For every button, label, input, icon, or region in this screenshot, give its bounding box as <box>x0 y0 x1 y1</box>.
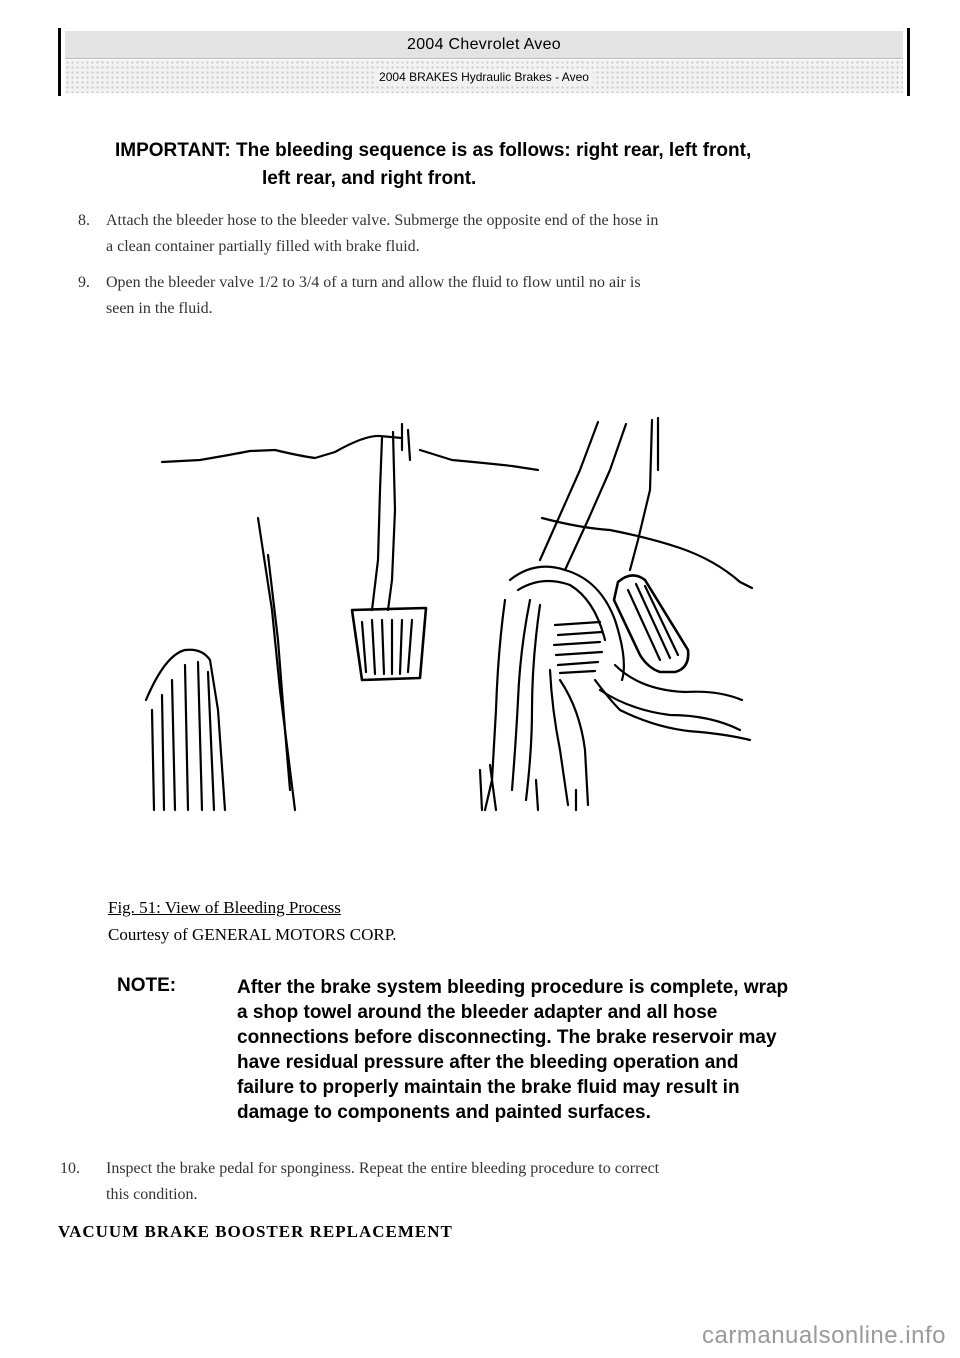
note-line: After the brake system bleeding procedure is complete, wrap <box>237 977 789 998</box>
note-line: connections before disconnecting. The brake reservoir may <box>237 1027 777 1048</box>
step-line: Inspect the brake pedal for sponginess. Repeat the entire bleeding procedure to correct <box>106 1160 660 1177</box>
accelerator-pedal-pad <box>614 575 688 672</box>
important-notice <box>115 137 895 193</box>
step-line: a clean container partially filled with brake fluid. <box>106 238 420 255</box>
step-number: 8. <box>78 212 90 229</box>
document-subtitle <box>65 60 903 93</box>
note-line: have residual pressure after the bleeding operation and <box>237 1052 739 1073</box>
step-line: seen in the fluid. <box>106 300 213 317</box>
step-number: 10. <box>60 1160 80 1177</box>
brake-pedal-pad <box>352 608 426 680</box>
accelerator-arm <box>540 422 598 560</box>
step-line: this condition. <box>106 1186 198 1203</box>
watermark-text: carmanualsonline.info <box>702 1322 946 1349</box>
step-line: Open the bleeder valve 1/2 to 3/4 of a turn and allow the fluid to flow until no air is <box>106 274 641 291</box>
note-text <box>237 975 902 1125</box>
figure-courtesy: Courtesy of GENERAL MOTORS CORP. <box>108 925 397 944</box>
side-panel-ribs <box>146 650 225 810</box>
note-line: a shop towel around the bleeder adapter and all hose <box>237 1002 718 1023</box>
document-title: 2004 Chevrolet Aveo <box>65 31 903 59</box>
step-number: 9. <box>78 274 90 291</box>
bleeding-process-illustration <box>140 410 780 830</box>
note-line: damage to components and painted surfaces. <box>237 1102 651 1123</box>
important-line-2: left rear, and right front. <box>262 168 477 189</box>
dash-edge-line-right <box>420 450 538 470</box>
figure-caption: Fig. 51: View of Bleeding Process <box>108 898 341 917</box>
brake-pedal-arm <box>372 438 382 610</box>
document-subtitle-text: 2004 BRAKES Hydraulic Brakes - Aveo <box>375 70 593 84</box>
important-line-1: The bleeding sequence is as follows: right rear, left front, <box>236 140 752 161</box>
page-header <box>58 28 910 96</box>
steering-column-line <box>258 518 295 810</box>
note-label: NOTE: <box>117 975 177 996</box>
step-line: Attach the bleeder hose to the bleeder valve. Submerge the opposite end of the hose in <box>106 212 659 229</box>
note-line: failure to properly maintain the brake fluid may result in <box>237 1077 740 1098</box>
dash-edge-line <box>162 436 402 462</box>
important-label: IMPORTANT: <box>115 140 231 161</box>
section-heading: VACUUM BRAKE BOOSTER REPLACEMENT <box>58 1222 453 1241</box>
